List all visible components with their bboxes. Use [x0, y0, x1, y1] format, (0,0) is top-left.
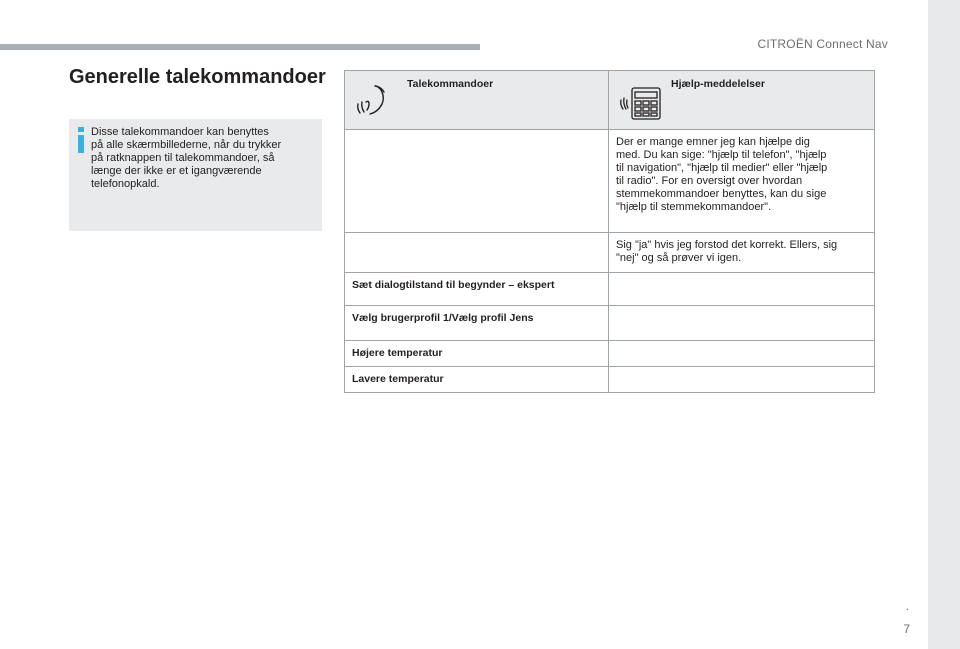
table-row: [345, 273, 875, 306]
page-edge-band: [928, 0, 960, 649]
help-cell: [609, 306, 875, 341]
help-cell: [609, 367, 875, 393]
help-text: Sig "ja" hvis jeg forstod det korrekt. Ellers, sig "nej" og så prøver vi igen.: [616, 239, 838, 264]
command-cell: [345, 306, 609, 341]
page-marker: .: [905, 599, 909, 613]
table-row: [345, 341, 875, 367]
help-cell: [609, 273, 875, 306]
command-cell: [345, 273, 609, 306]
help-text: Der er mange emner jeg kan hjælpe dig med. Du kan sige: "hjælp til telefon", "hjælp til navigation", "hjælp til medier" eller "hjælp til radio". For en oversigt over hvordan stemmekommandoer benyttes, kan du sige "hjælp til stemmekommandoer".: [616, 136, 828, 213]
info-icon: [77, 127, 85, 153]
header-rule: [0, 44, 480, 50]
command-text: [345, 130, 608, 142]
info-note: [69, 119, 322, 231]
brand-label: CITROËN Connect Nav: [757, 37, 888, 51]
table-row: [345, 367, 875, 393]
table-header-row: [345, 71, 875, 130]
column-header-help: [609, 71, 875, 130]
command-text: [345, 233, 608, 245]
command-text: Lavere temperatur: [352, 373, 444, 385]
command-text: Vælg brugerprofil 1/Vælg profil Jens: [352, 312, 534, 324]
help-text: [609, 306, 874, 318]
command-cell: [345, 233, 609, 273]
help-cell: [609, 341, 875, 367]
table-row: [345, 306, 875, 341]
help-text: [609, 341, 874, 353]
command-cell: [345, 130, 609, 233]
command-text: Højere temperatur: [352, 347, 443, 359]
help-cell: [609, 130, 875, 233]
help-cell: [609, 233, 875, 273]
command-cell: [345, 367, 609, 393]
page-number: 7: [903, 622, 910, 636]
command-text: Sæt dialogtilstand til begynder – ekspert: [352, 279, 555, 291]
voice-command-table: [344, 70, 875, 393]
table-row: [345, 130, 875, 233]
info-text: Disse talekommandoer kan benyttes på alle skærmbillederne, når du trykker på ratknappen til talekommandoer, så længe der ikke er et igangværende telefonopkald.: [91, 126, 282, 190]
page-title: Generelle talekommandoer: [69, 66, 326, 88]
command-cell: [345, 341, 609, 367]
voice-command-icon: [356, 84, 392, 118]
column-header-commands: [345, 71, 609, 130]
table-row: [345, 233, 875, 273]
help-message-icon: [620, 84, 664, 122]
help-text: [609, 273, 874, 285]
column-header-commands-label: Talekommandoer: [407, 78, 494, 90]
help-text: [609, 367, 874, 379]
column-header-help-label: Hjælp-meddelelser: [671, 78, 765, 90]
